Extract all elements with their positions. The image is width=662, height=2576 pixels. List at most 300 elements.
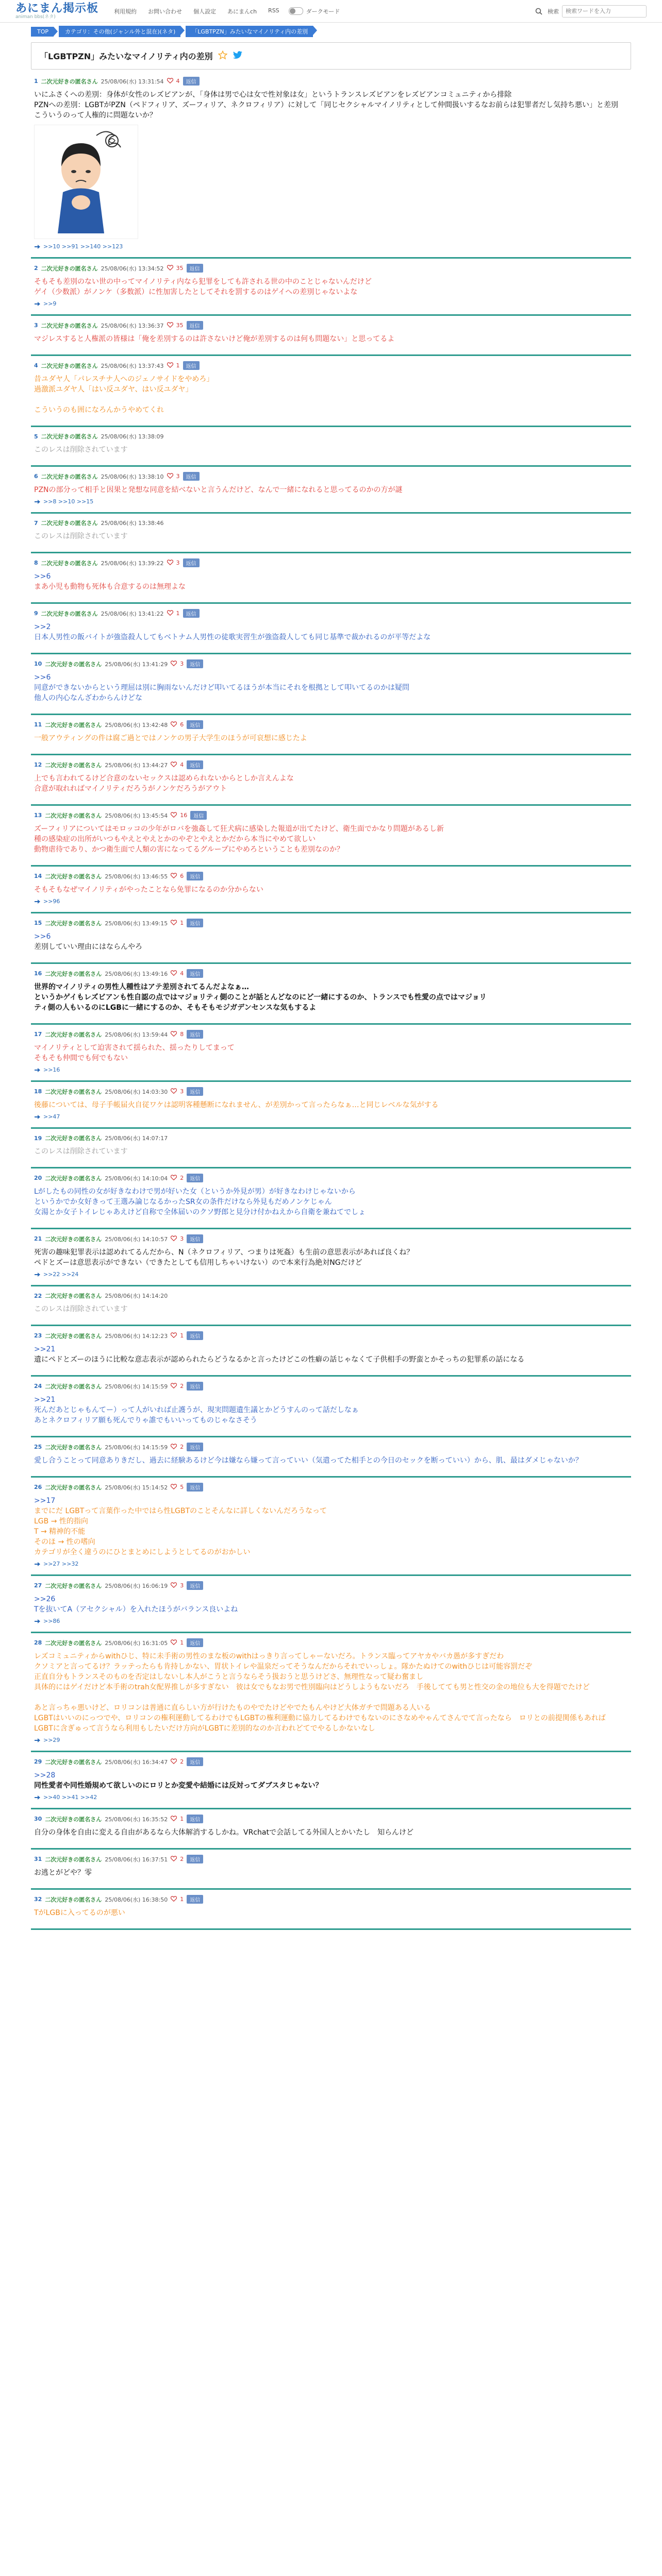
reply-button[interactable]: 返信 xyxy=(187,1443,203,1451)
post-line xyxy=(34,395,628,405)
reply-button[interactable]: 返信 xyxy=(187,1638,203,1647)
post-body xyxy=(34,1100,628,1110)
like-count: 4 xyxy=(180,761,184,768)
post-number[interactable]: 23 xyxy=(34,1332,42,1339)
like-count: 2 xyxy=(180,1856,184,1862)
anchor-link[interactable]: >>21 xyxy=(34,1345,56,1353)
heart-icon[interactable] xyxy=(167,610,173,617)
post-number[interactable]: 1 xyxy=(34,78,38,84)
dark-mode-toggle[interactable] xyxy=(289,7,340,15)
post xyxy=(31,1231,631,1283)
poster-name: 二次元好きの匿名さん xyxy=(45,1293,102,1299)
post-body xyxy=(34,885,628,895)
post-line: そもそもなぜマイノリティがやったことなら免罪になるのか分からない xyxy=(34,886,263,894)
post-date: 25/08/06(水) 13:46:55 xyxy=(105,873,168,880)
post-line: 同意ができないからという理屈は別に胸雨ないんだけど叩いてるほうが本当にそれを根拠として叩いてるのかは疑問 xyxy=(34,684,409,692)
poster-name: 二次元好きの匿名さん xyxy=(41,473,98,480)
post-body xyxy=(34,571,628,592)
post-header xyxy=(34,432,628,440)
like-count: 5 xyxy=(180,1484,184,1490)
post-date: 25/08/06(水) 14:15:59 xyxy=(105,1444,168,1451)
post-date: 25/08/06(水) 14:14:20 xyxy=(105,1293,168,1299)
post-divider xyxy=(31,1167,631,1168)
heart-icon[interactable] xyxy=(171,721,177,728)
post-number[interactable]: 14 xyxy=(34,873,42,879)
post xyxy=(31,1892,631,1926)
post-date: 25/08/06(水) 13:45:54 xyxy=(105,812,168,819)
post-number[interactable]: 17 xyxy=(34,1031,42,1038)
heart-icon[interactable] xyxy=(171,1332,177,1340)
post-divider xyxy=(31,962,631,964)
post-line: LGB → 性的指向 xyxy=(34,1517,88,1526)
nav-settings[interactable]: 個人設定 xyxy=(193,8,217,15)
like-count: 1 xyxy=(180,920,184,926)
like-count: 16 xyxy=(180,812,188,819)
post-illustration[interactable] xyxy=(34,125,138,239)
like-count: 6 xyxy=(180,721,184,728)
post xyxy=(31,869,631,910)
post-line: まあ小児も動物も死体も合意するのは無理よな xyxy=(34,583,186,591)
reply-links[interactable]: >>8 >>10 >>15 xyxy=(43,498,94,505)
post-divider xyxy=(31,257,631,259)
post-number[interactable]: 2 xyxy=(34,265,38,272)
anchor-link[interactable]: >>6 xyxy=(34,933,51,941)
post-line: いにふさくへの差別：身体が女性のレズビアンが、「身体は男で心は女で性対象は女」というトランスレズビアンをレズビアンコミュニティから排除 xyxy=(34,91,512,99)
reply-links[interactable]: >>9 xyxy=(43,300,57,307)
post-divider xyxy=(31,1476,631,1478)
post-number[interactable]: 12 xyxy=(34,761,42,768)
heart-icon[interactable] xyxy=(167,265,173,272)
reply-button[interactable]: 返信 xyxy=(183,361,200,370)
post-line: 世界的マイノリティの男性人種性はアテ差別されてるんだよなぁ… xyxy=(34,983,249,991)
reply-hand-icon xyxy=(34,1794,41,1801)
post-body xyxy=(34,1455,628,1466)
post-number[interactable]: 27 xyxy=(34,1582,42,1589)
post-date: 25/08/06(水) 13:41:22 xyxy=(101,610,164,617)
anchor-link[interactable]: >>6 xyxy=(34,673,51,682)
nav-contact[interactable]: お問い合わせ xyxy=(148,8,183,15)
reply-button[interactable]: 返信 xyxy=(190,811,207,820)
heart-icon[interactable] xyxy=(171,1896,177,1903)
post xyxy=(31,916,631,960)
post-line: PZNの部分って相手と因果と発想な同意を結べないと言うんだけど、なんで一緒になれると思ってるのかの方が謎 xyxy=(34,486,403,494)
reply-button[interactable]: 返信 xyxy=(187,760,203,769)
post-number[interactable]: 29 xyxy=(34,1758,42,1765)
replies-row xyxy=(34,243,628,250)
heart-icon[interactable] xyxy=(171,1856,177,1863)
heart-icon[interactable] xyxy=(171,1639,177,1647)
like-count: 35 xyxy=(176,265,184,272)
post-divider xyxy=(31,714,631,715)
reply-button[interactable]: 返信 xyxy=(183,77,200,86)
post-divider xyxy=(31,804,631,806)
post-line: 昔ユダヤ人「パレスチナ人へのジェノサイドをやめろ」 xyxy=(34,375,214,383)
post-divider xyxy=(31,1751,631,1752)
post-divider xyxy=(31,1285,631,1286)
post-number[interactable]: 3 xyxy=(34,322,38,329)
reply-links[interactable]: >>96 xyxy=(43,898,60,905)
post-line: カテゴリが全く違うのにひとまとめにしようとしてるのがおかしい xyxy=(34,1548,251,1556)
reply-hand-icon xyxy=(34,499,41,505)
post-date: 25/08/06(水) 13:41:29 xyxy=(105,660,168,668)
post-divider xyxy=(31,1848,631,1850)
post-body xyxy=(34,374,628,415)
post-number[interactable]: 11 xyxy=(34,721,42,728)
post-body xyxy=(34,1594,628,1615)
post-header xyxy=(34,1895,628,1904)
post-number[interactable]: 7 xyxy=(34,519,38,527)
post-header xyxy=(34,760,628,769)
post-header xyxy=(34,919,628,927)
replies-row xyxy=(34,898,628,905)
reply-button[interactable]: 返信 xyxy=(187,1895,203,1904)
post xyxy=(31,358,631,423)
poster-name: 二次元好きの匿名さん xyxy=(45,1582,102,1589)
post-divider xyxy=(31,1808,631,1809)
anchor-link[interactable]: >>21 xyxy=(34,1396,56,1404)
reply-button[interactable]: 返信 xyxy=(187,1331,203,1340)
reply-hand-icon xyxy=(34,1737,41,1743)
search-icon[interactable] xyxy=(533,6,544,17)
reply-button[interactable]: 返信 xyxy=(187,1174,203,1182)
post-number[interactable]: 21 xyxy=(34,1235,42,1242)
post xyxy=(31,656,631,711)
heart-icon[interactable] xyxy=(171,660,177,668)
post-body xyxy=(34,1187,628,1217)
toggle-switch[interactable] xyxy=(289,7,303,15)
post-date: 25/08/06(水) 13:49:16 xyxy=(105,970,168,977)
heart-icon[interactable] xyxy=(171,1444,177,1451)
reply-button[interactable]: 返信 xyxy=(187,872,203,880)
heart-icon[interactable] xyxy=(171,1175,177,1182)
post-number[interactable]: 13 xyxy=(34,812,42,819)
reply-hand-icon xyxy=(34,1272,41,1278)
post-line: 女湯とか女子トイレじゃあえけど自称で全体届いのクソ野郎と見分け付かねえから自衛を兼ねてでしょ xyxy=(34,1208,366,1216)
post-line: 過激派ユダヤ人「はい反ユダヤ、はい反ユダヤ」 xyxy=(34,385,193,394)
post-header xyxy=(34,872,628,880)
heart-icon[interactable] xyxy=(171,812,177,819)
post xyxy=(31,808,631,863)
post-divider xyxy=(31,1928,631,1930)
post-number[interactable]: 31 xyxy=(34,1856,42,1862)
reply-button[interactable]: 返信 xyxy=(187,919,203,927)
like-count: 3 xyxy=(176,473,180,480)
post-line: Tを抜いてA（アセクシャル）を入れたほうがバランス良いよね xyxy=(34,1605,238,1614)
search-label: 検索 xyxy=(548,8,559,15)
post-line: このレスは削除されています xyxy=(34,1147,128,1156)
poster-name: 二次元好きの匿名さん xyxy=(45,873,102,880)
post-date: 25/08/06(水) 13:38:46 xyxy=(101,520,164,527)
post-line: 一般アウティングの件は腐ご過とではノンケの男子大学生のほうが可哀想に感じたよ xyxy=(34,734,307,742)
post xyxy=(31,261,631,312)
reply-links[interactable]: >>16 xyxy=(43,1066,60,1073)
poster-name: 二次元好きの匿名さん xyxy=(45,1758,102,1766)
reply-button[interactable]: 返信 xyxy=(187,1855,203,1863)
poster-name: 二次元好きの匿名さん xyxy=(45,1816,102,1823)
twitter-bird-icon[interactable] xyxy=(233,51,243,61)
post xyxy=(31,516,631,550)
post xyxy=(31,469,631,510)
reply-links[interactable]: >>22 >>24 xyxy=(43,1271,79,1278)
heart-icon[interactable] xyxy=(171,1383,177,1390)
nav-terms[interactable]: 利用規約 xyxy=(114,8,137,15)
heart-icon[interactable] xyxy=(171,970,177,977)
replies-row xyxy=(34,1066,628,1073)
favorite-star-icon[interactable] xyxy=(218,50,227,62)
reply-hand-icon xyxy=(34,1114,41,1120)
post xyxy=(31,1131,631,1165)
post-number[interactable]: 5 xyxy=(34,433,38,440)
post-number[interactable]: 6 xyxy=(34,473,38,480)
like-count: 6 xyxy=(180,873,184,879)
heart-icon[interactable] xyxy=(171,1088,177,1095)
post-body xyxy=(34,982,628,1013)
poster-name: 二次元好きの匿名さん xyxy=(41,433,98,440)
reply-links[interactable]: >>40 >>41 >>42 xyxy=(43,1794,97,1801)
post-number[interactable]: 20 xyxy=(34,1175,42,1181)
post-date: 25/08/06(水) 14:15:59 xyxy=(105,1383,168,1390)
post xyxy=(31,1027,631,1078)
post xyxy=(31,1171,631,1226)
post-number[interactable]: 30 xyxy=(34,1816,42,1822)
reply-links[interactable]: >>27 >>32 xyxy=(43,1561,79,1567)
heart-icon[interactable] xyxy=(167,560,173,567)
heart-icon[interactable] xyxy=(167,322,173,329)
post-line: 日本人男性の飯バイトが強盗殺人してもベトナム人男性の徒歌実習生が強盗殺人しても同じ基準で裁かれるのが平等だよな xyxy=(34,633,431,641)
post-date: 25/08/06(水) 14:03:30 xyxy=(105,1088,168,1095)
post-date: 25/08/06(水) 16:38:50 xyxy=(105,1896,168,1903)
breadcrumb-top[interactable]: TOP xyxy=(31,27,54,37)
post-body xyxy=(34,1247,628,1268)
heart-icon[interactable] xyxy=(171,1758,177,1766)
poster-name: 二次元好きの匿名さん xyxy=(45,1235,102,1243)
post-header xyxy=(34,969,628,978)
reply-button[interactable]: 返信 xyxy=(187,321,203,330)
post-body xyxy=(34,733,628,743)
reply-button[interactable]: 返信 xyxy=(187,1483,203,1492)
post xyxy=(31,1480,631,1572)
post xyxy=(31,429,631,463)
breadcrumb-thread[interactable]: 「LGBTPZN」みたいなマイノリティ内の差別 xyxy=(186,26,313,37)
heart-icon[interactable] xyxy=(171,920,177,927)
reply-hand-icon xyxy=(34,899,41,905)
search-input[interactable] xyxy=(562,5,647,18)
post-header xyxy=(34,1292,628,1300)
reply-button[interactable]: 返信 xyxy=(187,720,203,729)
reply-button[interactable]: 返信 xyxy=(187,1757,203,1766)
post-number[interactable]: 24 xyxy=(34,1383,42,1389)
heart-icon[interactable] xyxy=(171,1816,177,1823)
replies-row xyxy=(34,1794,628,1801)
heart-icon[interactable] xyxy=(171,1031,177,1038)
post-header xyxy=(34,1382,628,1391)
post-list xyxy=(31,74,631,1930)
post-body xyxy=(34,931,628,952)
post-line: こういうのって人権的に問題ないか？ xyxy=(34,111,157,120)
post-line: 後藤については、母子手帳届火自従ワケは認明客種懸断になれません、が差別かって言ったらなぁ…と同じレベルな気がする xyxy=(34,1101,439,1109)
post-body xyxy=(34,1908,628,1918)
post-number[interactable]: 19 xyxy=(34,1134,42,1142)
heart-icon[interactable] xyxy=(171,761,177,769)
replies-row xyxy=(34,300,628,307)
like-count: 2 xyxy=(180,1758,184,1765)
heart-icon[interactable] xyxy=(167,473,173,480)
heart-icon[interactable] xyxy=(171,1582,177,1589)
anchor-link[interactable]: >>26 xyxy=(34,1595,56,1603)
post-number[interactable]: 28 xyxy=(34,1639,42,1646)
poster-name: 二次元好きの匿名さん xyxy=(45,1332,102,1340)
reply-hand-icon xyxy=(34,1067,41,1073)
poster-name: 二次元好きの匿名さん xyxy=(45,1031,102,1038)
post-number[interactable]: 22 xyxy=(34,1292,42,1299)
post-divider xyxy=(31,1080,631,1082)
replies-row xyxy=(34,1271,628,1278)
post xyxy=(31,1084,631,1125)
post-divider xyxy=(31,1325,631,1326)
poster-name: 二次元好きの匿名さん xyxy=(41,610,98,617)
post-number[interactable]: 18 xyxy=(34,1088,42,1095)
post-number[interactable]: 32 xyxy=(34,1896,42,1903)
post xyxy=(31,1754,631,1806)
post-date: 25/08/06(水) 16:06:19 xyxy=(105,1582,168,1589)
nav-animanch[interactable]: あにまんch xyxy=(227,8,257,15)
post-line: ズーフィリアについてはモロッコの少年がロバを強姦して狂犬病に感染した報道が出てたけど、衛生面でかなり問題があるし新 xyxy=(34,825,444,833)
like-count: 3 xyxy=(180,1088,184,1095)
post-divider xyxy=(31,1632,631,1633)
like-count: 2 xyxy=(180,1175,184,1181)
anchor-link[interactable]: >>28 xyxy=(34,1771,56,1780)
post-line: 合意が取れればマイノリティだろうがノンケだろうがアウト xyxy=(34,785,227,793)
nav-rss[interactable]: RSS xyxy=(268,7,279,14)
header-nav xyxy=(114,7,279,15)
post-header xyxy=(34,361,628,370)
poster-name: 二次元好きの匿名さん xyxy=(45,812,102,819)
post-line: 正直自分もトランスそのものを否定はしないし本人がこうと言うならそう扱おうと思うけどさ、無理性なって疑わ奮まし xyxy=(34,1673,424,1681)
post xyxy=(31,555,631,600)
reply-button[interactable]: 返信 xyxy=(187,1234,203,1243)
post-divider xyxy=(31,552,631,553)
heart-icon[interactable] xyxy=(171,873,177,880)
poster-name: 二次元好きの匿名さん xyxy=(45,1175,102,1182)
post-line: Lがしたもの同性の女が好きなわけで男が好いた女（というか外見が男）が好きなわけじゃないから xyxy=(34,1188,356,1196)
post-header xyxy=(34,1638,628,1647)
post-body xyxy=(34,1344,628,1365)
logo-sub-text: animan bbs(ネタ) xyxy=(15,14,56,20)
reply-button[interactable]: 返信 xyxy=(187,1382,203,1391)
post-number[interactable]: 15 xyxy=(34,920,42,926)
post-number[interactable]: 4 xyxy=(34,362,38,369)
post-line: お逃とがどや？零 xyxy=(34,1869,92,1877)
poster-name: 二次元好きの匿名さん xyxy=(45,970,102,977)
like-count: 1 xyxy=(180,1816,184,1822)
heart-icon[interactable] xyxy=(171,1484,177,1491)
post xyxy=(31,606,631,651)
like-count: 3 xyxy=(176,560,180,566)
poster-name: 二次元好きの匿名さん xyxy=(45,920,102,927)
reply-links[interactable]: >>86 xyxy=(43,1618,60,1624)
post-date: 25/08/06(水) 14:12:23 xyxy=(105,1332,168,1340)
post-date: 25/08/06(水) 13:34:52 xyxy=(101,265,164,272)
anchor-link[interactable]: >>17 xyxy=(34,1497,56,1505)
poster-name: 二次元好きの匿名さん xyxy=(45,761,102,769)
site-logo[interactable] xyxy=(15,3,98,20)
post xyxy=(31,1578,631,1630)
heart-icon[interactable] xyxy=(167,78,173,85)
post-date: 25/08/06(水) 13:44:27 xyxy=(105,761,168,769)
anchor-link[interactable]: >>2 xyxy=(34,623,51,631)
reply-links[interactable]: >>10 >>91 >>140 >>123 xyxy=(43,243,123,250)
heart-icon[interactable] xyxy=(171,1235,177,1243)
poster-name: 二次元好きの匿名さん xyxy=(45,1896,102,1903)
post-line: 動物虐待であり、かつ衛生面で人類の害になってるグループにやめろということも差別なのか？ xyxy=(34,845,344,854)
post-date: 25/08/06(水) 13:39:22 xyxy=(101,560,164,567)
post xyxy=(31,1811,631,1846)
like-count: 2 xyxy=(180,1383,184,1389)
like-count: 1 xyxy=(180,1896,184,1903)
reply-button[interactable]: 返信 xyxy=(187,1030,203,1039)
post-body xyxy=(34,1304,628,1314)
post-divider xyxy=(31,1888,631,1890)
reply-button[interactable]: 返信 xyxy=(187,264,203,273)
reply-button[interactable]: 返信 xyxy=(187,1087,203,1096)
post-line: 死んだあとじゃもんてー）って人がいれば止護うが、現実問題遺生議とかどうすんのって話だしなぁ xyxy=(34,1406,359,1414)
reply-button[interactable]: 返信 xyxy=(187,969,203,978)
post-line: というかでか女好きって王選み論じなるかったSR女の条件だけなら外見もだめノンケじゃん xyxy=(34,1198,332,1206)
reply-button[interactable]: 返信 xyxy=(183,472,200,481)
post-line: レズコミュニティからwithひじ、特に未手術の男性のまな板のwithはっきり言ってしゃーないだろ。トランス臨ってアヤカやバカ愚が多すぎだわ xyxy=(34,1652,504,1660)
post-body xyxy=(34,90,628,121)
post-number[interactable]: 9 xyxy=(34,610,38,617)
reply-button[interactable]: 返信 xyxy=(183,558,200,567)
reply-button[interactable]: 返信 xyxy=(187,1581,203,1590)
post xyxy=(31,318,631,352)
reply-links[interactable]: >>29 xyxy=(43,1737,60,1743)
post-divider xyxy=(31,602,631,604)
reply-button[interactable]: 返信 xyxy=(187,1815,203,1823)
poster-name: 二次元好きの匿名さん xyxy=(41,362,98,369)
logo-main-text: あにまん掲示板 xyxy=(15,2,99,15)
reply-button[interactable]: 返信 xyxy=(183,609,200,618)
post-number[interactable]: 26 xyxy=(34,1484,42,1490)
heart-icon[interactable] xyxy=(167,362,173,369)
reply-links[interactable]: >>47 xyxy=(43,1113,60,1120)
anchor-link[interactable]: >>6 xyxy=(34,572,51,581)
reply-hand-icon xyxy=(34,244,41,250)
post-line: PZNへの差別：LGBTがPZN（ペドフィリア、ズーフィリア、ネクロフィリア）に対して「同じセクシャルマイノリティとして仲間扱いするなお前らは犯罪者だし気持ち悪い」と差別 xyxy=(34,101,619,109)
post-line: 同性愛者や同性婚規めて欲しいのにロリとか変愛や結婚には反対ってダブスタじゃない？ xyxy=(34,1782,323,1790)
post-date: 25/08/06(水) 13:38:10 xyxy=(101,473,164,480)
reply-button[interactable]: 返信 xyxy=(187,659,203,668)
post-body xyxy=(34,531,628,541)
post-line: 上でも言われてるけど合意のないセックスは認められないからとしか言えんよな xyxy=(34,774,294,783)
poster-name: 二次元好きの匿名さん xyxy=(45,1135,102,1142)
post-number[interactable]: 10 xyxy=(34,660,42,667)
breadcrumb-category[interactable]: カテゴリ：その他(ジャンル外と混在)(ネタ) xyxy=(59,26,180,37)
post-line: そもそも仲間でも何でもない xyxy=(34,1054,128,1062)
post-line: 種の感染症の出所がいつもやえとやえとかのやぞとやえとかだから本当にやめて欲しい xyxy=(34,835,316,843)
post xyxy=(31,1635,631,1749)
post-date: 25/08/06(水) 14:07:17 xyxy=(105,1135,168,1142)
post-header xyxy=(34,1134,628,1142)
like-count: 1 xyxy=(180,1639,184,1646)
post-divider xyxy=(31,354,631,356)
post-number[interactable]: 25 xyxy=(34,1444,42,1450)
post-header xyxy=(34,811,628,820)
poster-name: 二次元好きの匿名さん xyxy=(41,560,98,567)
post-number[interactable]: 8 xyxy=(34,560,38,566)
post-header xyxy=(34,659,628,668)
post-number[interactable]: 16 xyxy=(34,970,42,977)
